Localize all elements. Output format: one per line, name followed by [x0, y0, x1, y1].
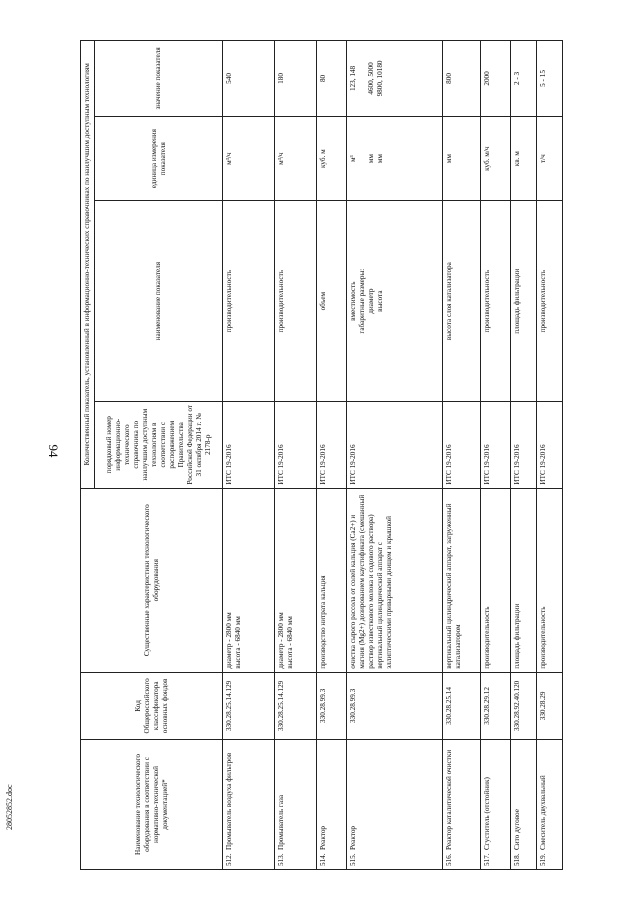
- table-row: [481, 41, 511, 870]
- cell-unit: м³/ч: [223, 116, 275, 201]
- cell-characteristics: производительность: [481, 488, 511, 672]
- cell-value: 180: [275, 41, 317, 117]
- cell-indicator: объем: [317, 201, 347, 401]
- cell-name: [481, 739, 511, 869]
- cell-code: 330.28.25.14.129: [275, 672, 317, 739]
- row-number: 513.: [277, 853, 285, 866]
- cell-unit: кв. м: [511, 116, 537, 201]
- equipment-name: Реактор: [349, 825, 357, 850]
- cell-its: ИТС 19-2016: [223, 401, 275, 488]
- cell-its: ИТС 19-2016: [275, 401, 317, 488]
- cell-unit: куб. м: [317, 116, 347, 201]
- header-name: Наименование технологического оборудования в соответствии с нормативно-технической документацией*: [81, 739, 223, 869]
- cell-characteristics: производительность: [537, 488, 563, 672]
- table-row: [317, 41, 347, 870]
- header-group: Количественный показатель, установленный в информационно-технических справочниках по наилучшим доступным технологиям: [81, 41, 95, 489]
- cell-its: ИТС 19-2016: [537, 401, 563, 488]
- cell-code: 330.28.92.40.120: [511, 672, 537, 739]
- table-row: [275, 41, 317, 870]
- cell-characteristics: диаметр - 2800 мм высота - 6840 мм: [223, 488, 275, 672]
- cell-its: ИТС 19-2016: [317, 401, 347, 488]
- row-number: 514.: [319, 853, 327, 866]
- cell-code: 330.28.99.3: [347, 672, 443, 739]
- equipment-table: [80, 40, 563, 870]
- cell-its: ИТС 19-2016: [443, 401, 481, 488]
- cell-its: ИТС 19-2016: [511, 401, 537, 488]
- cell-indicator: площадь фильтрации: [511, 201, 537, 401]
- cell-characteristics: вертикальный цилиндрический аппарат, загруженный катализатором: [443, 488, 481, 672]
- header-unit: единица измерения показателя: [95, 116, 223, 201]
- cell-code: 330.28.29.12: [481, 672, 511, 739]
- cell-unit: м³/ч: [275, 116, 317, 201]
- cell-characteristics: производство нитрата кальция: [317, 488, 347, 672]
- cell-indicator: производительность: [275, 201, 317, 401]
- equipment-name: Промыватель воздуха фильтров: [225, 752, 233, 850]
- cell-its: ИТС 19-2016: [481, 401, 511, 488]
- cell-unit: куб. м/ч: [481, 116, 511, 201]
- cell-name: [317, 739, 347, 869]
- row-number: 512.: [225, 853, 233, 866]
- equipment-name: Сито дуговое: [513, 809, 521, 850]
- cell-unit: т/ч: [537, 116, 563, 201]
- cell-code: 330.28.25.14.129: [223, 672, 275, 739]
- table-row: [537, 41, 563, 870]
- cell-unit: м³ мм мм: [347, 116, 443, 201]
- cell-value: 2 - 3: [511, 41, 537, 117]
- header-value: значение показателя: [95, 41, 223, 117]
- rotated-table-container: [80, 40, 640, 870]
- cell-its: ИТС 19-2016: [347, 401, 443, 488]
- table-row: [443, 41, 481, 870]
- page-number: 94: [46, 444, 61, 458]
- header-code: Код Общероссийского классификатора основных фондов: [81, 672, 223, 739]
- row-number: 519.: [539, 853, 547, 866]
- cell-name: [443, 739, 481, 869]
- document-reference: 28052852.doc: [5, 784, 14, 830]
- equipment-name: Сгуститель (отстойник): [483, 777, 491, 850]
- row-number: 517.: [483, 853, 491, 866]
- row-number: 518.: [513, 853, 521, 866]
- cell-characteristics: площадь фильтрации: [511, 488, 537, 672]
- row-number: 516.: [445, 853, 453, 866]
- cell-name: [347, 739, 443, 869]
- equipment-name: Промыватель газа: [277, 794, 285, 850]
- header-characteristics: Существенные характеристики технологического оборудования: [81, 488, 223, 672]
- cell-value: 540: [223, 41, 275, 117]
- cell-name: [537, 739, 563, 869]
- cell-code: 330.28.99.3: [317, 672, 347, 739]
- cell-indicator: вместимость габаритные размеры: диаметр высота: [347, 201, 443, 401]
- cell-value: 2000: [481, 41, 511, 117]
- cell-value: 80: [317, 41, 347, 117]
- table-row: [223, 41, 275, 870]
- row-number: 515.: [349, 853, 357, 866]
- cell-code: 330.28.29: [537, 672, 563, 739]
- table-row: [347, 41, 443, 870]
- table-body: [223, 41, 563, 870]
- cell-indicator: высота слоя катализатора: [443, 201, 481, 401]
- cell-name: [223, 739, 275, 869]
- table-row: [511, 41, 537, 870]
- cell-indicator: производительность: [537, 201, 563, 401]
- cell-indicator: производительность: [481, 201, 511, 401]
- cell-characteristics: диаметр - 2800 мм высота - 6840 мм: [275, 488, 317, 672]
- cell-characteristics: очистка сырого рассола от солей кальция (Са2+) и магния (Мg2+) дозированием каустификата (смешанный раствор известкового молока и содового раствора) вертикальный цилиндрический аппарат с эллиптическими приварными днищем и крышкой: [347, 488, 443, 672]
- cell-name: [275, 739, 317, 869]
- header-its: порядковый номер информационно-технического справочника по наилучшим доступным технологиям в соответствии с распоряжением Правительства Российской Федерации от 31 октября 2014 г. № 2178-р: [95, 401, 223, 488]
- equipment-name: Реактор каталитической очистки: [445, 749, 453, 850]
- cell-name: [511, 739, 537, 869]
- cell-value: 800: [443, 41, 481, 117]
- cell-value: 5 - 15: [537, 41, 563, 117]
- cell-indicator: производительность: [223, 201, 275, 401]
- cell-code: 330.28.25.14: [443, 672, 481, 739]
- cell-value: 123, 148 4600, 5000 9800, 10180: [347, 41, 443, 117]
- cell-unit: мм: [443, 116, 481, 201]
- equipment-name: Смеситель двухвальный: [539, 775, 547, 850]
- equipment-name: Реактор: [319, 825, 327, 850]
- header-indicator: наименование показателя: [95, 201, 223, 401]
